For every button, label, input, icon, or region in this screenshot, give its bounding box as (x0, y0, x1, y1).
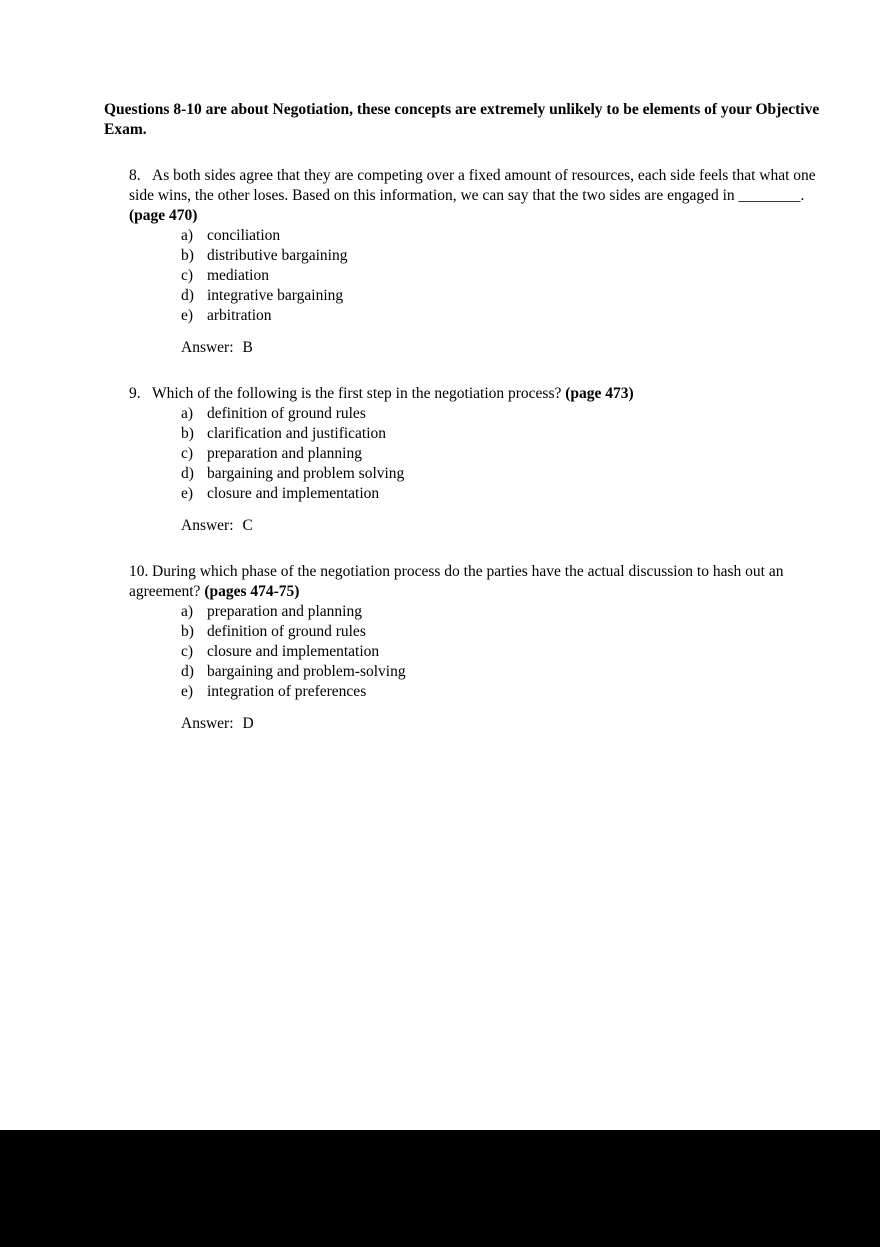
question-10-answer-line (181, 714, 828, 734)
option-text: closure and implementation (207, 485, 380, 502)
option-row (181, 464, 828, 484)
option-text: preparation and planning (207, 603, 362, 620)
option-row (181, 484, 828, 504)
question-block-8 (129, 166, 828, 358)
question-block-10 (129, 562, 828, 734)
answer-label: Answer: (181, 715, 234, 732)
question-10-page-reference: (pages 474-75) (204, 583, 300, 600)
question-9-page-reference: (page 473) (565, 385, 634, 402)
option-row (181, 444, 828, 464)
option-text: arbitration (207, 307, 272, 324)
option-text: preparation and planning (207, 445, 362, 462)
question-9-answer-line (181, 516, 828, 536)
question-8-number: 8. (129, 167, 141, 184)
option-letter: e) (181, 683, 194, 700)
question-8-text: As both sides agree that they are competing over a fixed amount of resources, each side feels that what one side wins, the other loses. Based on this information, we can say that the two sides are engaged in ________. (129, 167, 816, 204)
option-text: definition of ground rules (207, 405, 366, 422)
question-8-page-reference: (page 470) (129, 207, 198, 224)
option-letter: d) (181, 287, 194, 304)
question-9-stem (129, 384, 828, 404)
answer-value: D (242, 715, 254, 732)
option-row (181, 602, 828, 622)
option-row (181, 682, 828, 702)
option-row (181, 404, 828, 424)
section-header: Questions 8-10 are about Negotiation, these concepts are extremely unlikely to be elements of your Objective Exam. (104, 101, 820, 138)
option-text: integration of preferences (207, 683, 367, 700)
option-row (181, 424, 828, 444)
option-letter: e) (181, 485, 194, 502)
option-letter: a) (181, 603, 194, 620)
question-9-text: Which of the following is the first step in the negotiation process? (152, 385, 562, 402)
option-row (181, 306, 828, 326)
option-text: integrative bargaining (207, 287, 344, 304)
question-8-options-list (181, 226, 828, 326)
option-row (181, 266, 828, 286)
bottom-black-bar (0, 1130, 880, 1247)
question-10-stem (129, 562, 828, 602)
option-letter: c) (181, 445, 194, 462)
answer-value: C (242, 517, 253, 534)
option-text: definition of ground rules (207, 623, 366, 640)
question-10-text: During which phase of the negotiation process do the parties have the actual discussion to hash out an agreement? (129, 563, 784, 600)
question-8-answer-line (181, 338, 828, 358)
option-row (181, 246, 828, 266)
answer-label: Answer: (181, 517, 234, 534)
option-text: distributive bargaining (207, 247, 348, 264)
option-row (181, 226, 828, 246)
option-text: conciliation (207, 227, 281, 244)
option-row (181, 662, 828, 682)
option-letter: a) (181, 227, 194, 244)
answer-value: B (242, 339, 253, 356)
option-text: clarification and justification (207, 425, 387, 442)
question-9-options-list (181, 404, 828, 504)
option-text: bargaining and problem solving (207, 465, 405, 482)
option-letter: c) (181, 267, 194, 284)
question-block-9 (129, 384, 828, 536)
option-letter: e) (181, 307, 194, 324)
question-10-number: 10. (129, 563, 149, 580)
option-text: bargaining and problem-solving (207, 663, 406, 680)
question-9-number: 9. (129, 385, 141, 402)
option-letter: d) (181, 465, 194, 482)
option-text: closure and implementation (207, 643, 380, 660)
option-letter: b) (181, 425, 194, 442)
answer-label: Answer: (181, 339, 234, 356)
option-text: mediation (207, 267, 269, 284)
option-letter: d) (181, 663, 194, 680)
option-letter: b) (181, 623, 194, 640)
option-row (181, 286, 828, 306)
question-10-options-list (181, 602, 828, 702)
question-8-stem (129, 166, 828, 226)
option-letter: c) (181, 643, 194, 660)
option-letter: b) (181, 247, 194, 264)
option-row (181, 642, 828, 662)
option-letter: a) (181, 405, 194, 422)
option-row (181, 622, 828, 642)
